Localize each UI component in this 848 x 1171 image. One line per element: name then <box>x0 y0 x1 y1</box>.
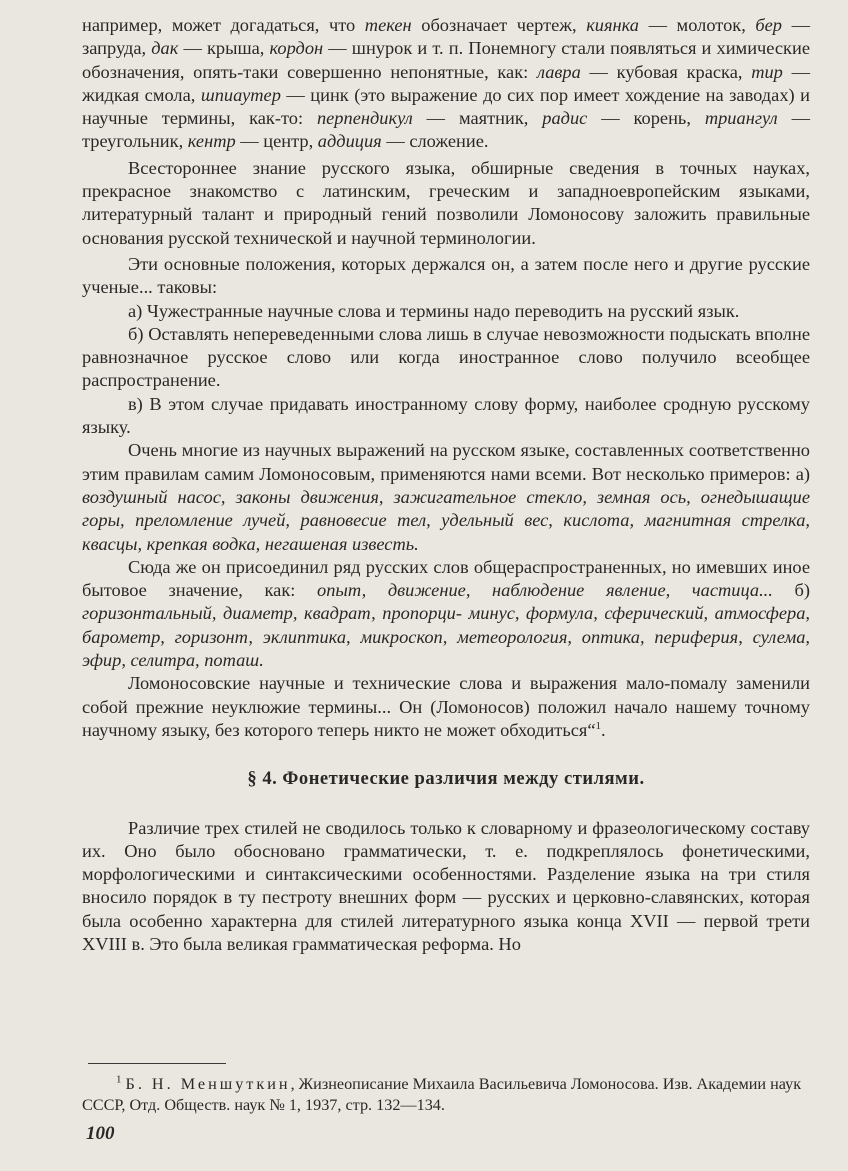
text-run: в) В этом случае придавать иностранному слову форму, наиболее сродную русскому языку. <box>82 393 810 438</box>
text-run: б) Оставлять непереведенными слова лишь в случае невозможности подыскать вполне равнозначное русское слово или когда иностранное слово получило всеобщее распространение. <box>82 323 810 391</box>
text-run: — крыша, <box>178 38 270 59</box>
text-run: Очень многие из научных выражений на русском языке, составленных соответственно этим правилам самим Ломоносовым, применяются нами всеми. Вот несколько примеров: а) <box>82 440 810 484</box>
text-run: — треугольник, <box>82 108 810 152</box>
footnote-marker: 1 <box>116 1073 122 1086</box>
footnote-text: , Жизнеописание Михаила Васильевича Ломоносова. Изв. Академии наук СССР, Отд. Обществ. наук № 1, 1937, стр. 132—134. <box>82 1075 802 1114</box>
text-run: — сложение. <box>381 131 489 152</box>
text-run: Эти основные положения, которых держался он, а затем после него и другие русские ученые... таковы: <box>82 253 810 298</box>
paragraph <box>82 817 810 957</box>
list-item-b <box>82 323 810 393</box>
italic-term: аддиция <box>317 131 382 152</box>
italic-term: шпиаутер <box>200 84 281 105</box>
text-run: — цинк (это выражение до сих пор имеет хождение на заводах) и научные термины, как-то: <box>82 84 810 129</box>
italic-term: радис <box>542 108 588 129</box>
italic-term: бер <box>755 15 782 35</box>
text-run: — запруда, <box>82 15 810 59</box>
list-item-a <box>82 300 810 323</box>
footnote-divider <box>88 1063 226 1064</box>
italic-term: воздушный насос, законы движения, зажигательное стекло, земная ось, огнедышащие горы, преломление лучей, равновесие тел, удельный вес, кислота, магнитная стрелка, квасцы, крепкая водка, негашеная известь. <box>82 486 810 554</box>
italic-term: триангул <box>704 108 778 129</box>
text-run: Ломоносовские научные и технические слова и выражения мало-помалу заменили собой прежние неуклюжие термины... Он (Ломоносов) положил начало нашему точному научному языку, без которого теперь никто не может обходиться“ <box>82 673 810 740</box>
page-number: 100 <box>86 1123 115 1144</box>
list-item-c <box>82 393 810 440</box>
footnote <box>82 1074 810 1115</box>
text-run: б) <box>772 580 810 601</box>
italic-term: кордон <box>269 38 324 59</box>
paragraph <box>82 556 810 672</box>
text-run: Различие трех стилей не сводилось только к словарному и фразеологическому составу их. Оно было обосновано грамматически, т. е. подкреплялось фонетическими, морфологическими и синтаксическими особенностями. Разделение языка на три стиля вносило порядок в ту пестроту внешних форм — русских и церковно-славянских, которая была особенно характерна для стилей литературного языка конца XVII — первой трети XVIII в. Это была великая грамматическая реформа. Но <box>82 817 810 954</box>
paragraph <box>82 439 810 555</box>
italic-term: киянка <box>586 15 639 35</box>
paragraph <box>82 14 810 154</box>
text-run: — молоток, <box>639 15 756 35</box>
text-run: — кубовая краска, <box>580 61 752 82</box>
italic-term: горизонтальный, диаметр, квадрат, пропорци- минус, формула, сферический, атмосфера, барометр, горизонт, эклиптика, микроскоп, метеорология, оптика, периферия, сулема, эфир, селитра, поташ. <box>82 603 810 671</box>
footnote-ref: 1 <box>595 719 602 732</box>
paragraph <box>82 672 810 742</box>
text-run: а) Чужестранные научные слова и термины надо переводить на русский язык. <box>128 300 740 321</box>
paragraph <box>82 157 810 250</box>
italic-term: дак <box>151 38 179 59</box>
italic-term: опыт, движение, наблюдение явление, частица... <box>317 580 773 601</box>
italic-term: тир <box>751 61 783 82</box>
section-heading: § 4. Фонетические различия между стилями. <box>247 768 645 790</box>
paragraph <box>82 253 810 300</box>
footnote-author: Б. Н. Меншуткин <box>125 1075 291 1093</box>
text-run: . <box>601 719 606 740</box>
text-run: — центр, <box>235 131 318 152</box>
italic-term: текен <box>364 15 412 35</box>
text-run: — корень, <box>587 108 705 129</box>
text-run: Всестороннее знание русского языка, обширные сведения в точных науках, прекрасное знакомство с латинским, греческим и западноевропейским языками, литературный талант и природный гений позволили Ломоносову заложить правильные основания русской технической и научной терминологии. <box>82 157 810 248</box>
text-run: — маятник, <box>412 108 543 129</box>
text-run: например, может догадаться, что <box>82 15 365 35</box>
italic-term: перпендикул <box>316 108 413 129</box>
text-run: Сюда же он присоединил ряд русских слов общераспространенных, но имевших иное бытовое значение, как: <box>82 556 810 601</box>
italic-term: лавра <box>536 61 581 82</box>
text-run: — шнурок и т. п. Понемногу стали появляться и химические обозначения, опять-таки совершенно непонятные, как: <box>82 38 811 82</box>
body-text <box>82 14 810 956</box>
text-run: обозначает чертеж, <box>411 15 587 35</box>
italic-term: кентр <box>187 131 236 152</box>
text-run: — жидкая смола, <box>82 61 810 105</box>
